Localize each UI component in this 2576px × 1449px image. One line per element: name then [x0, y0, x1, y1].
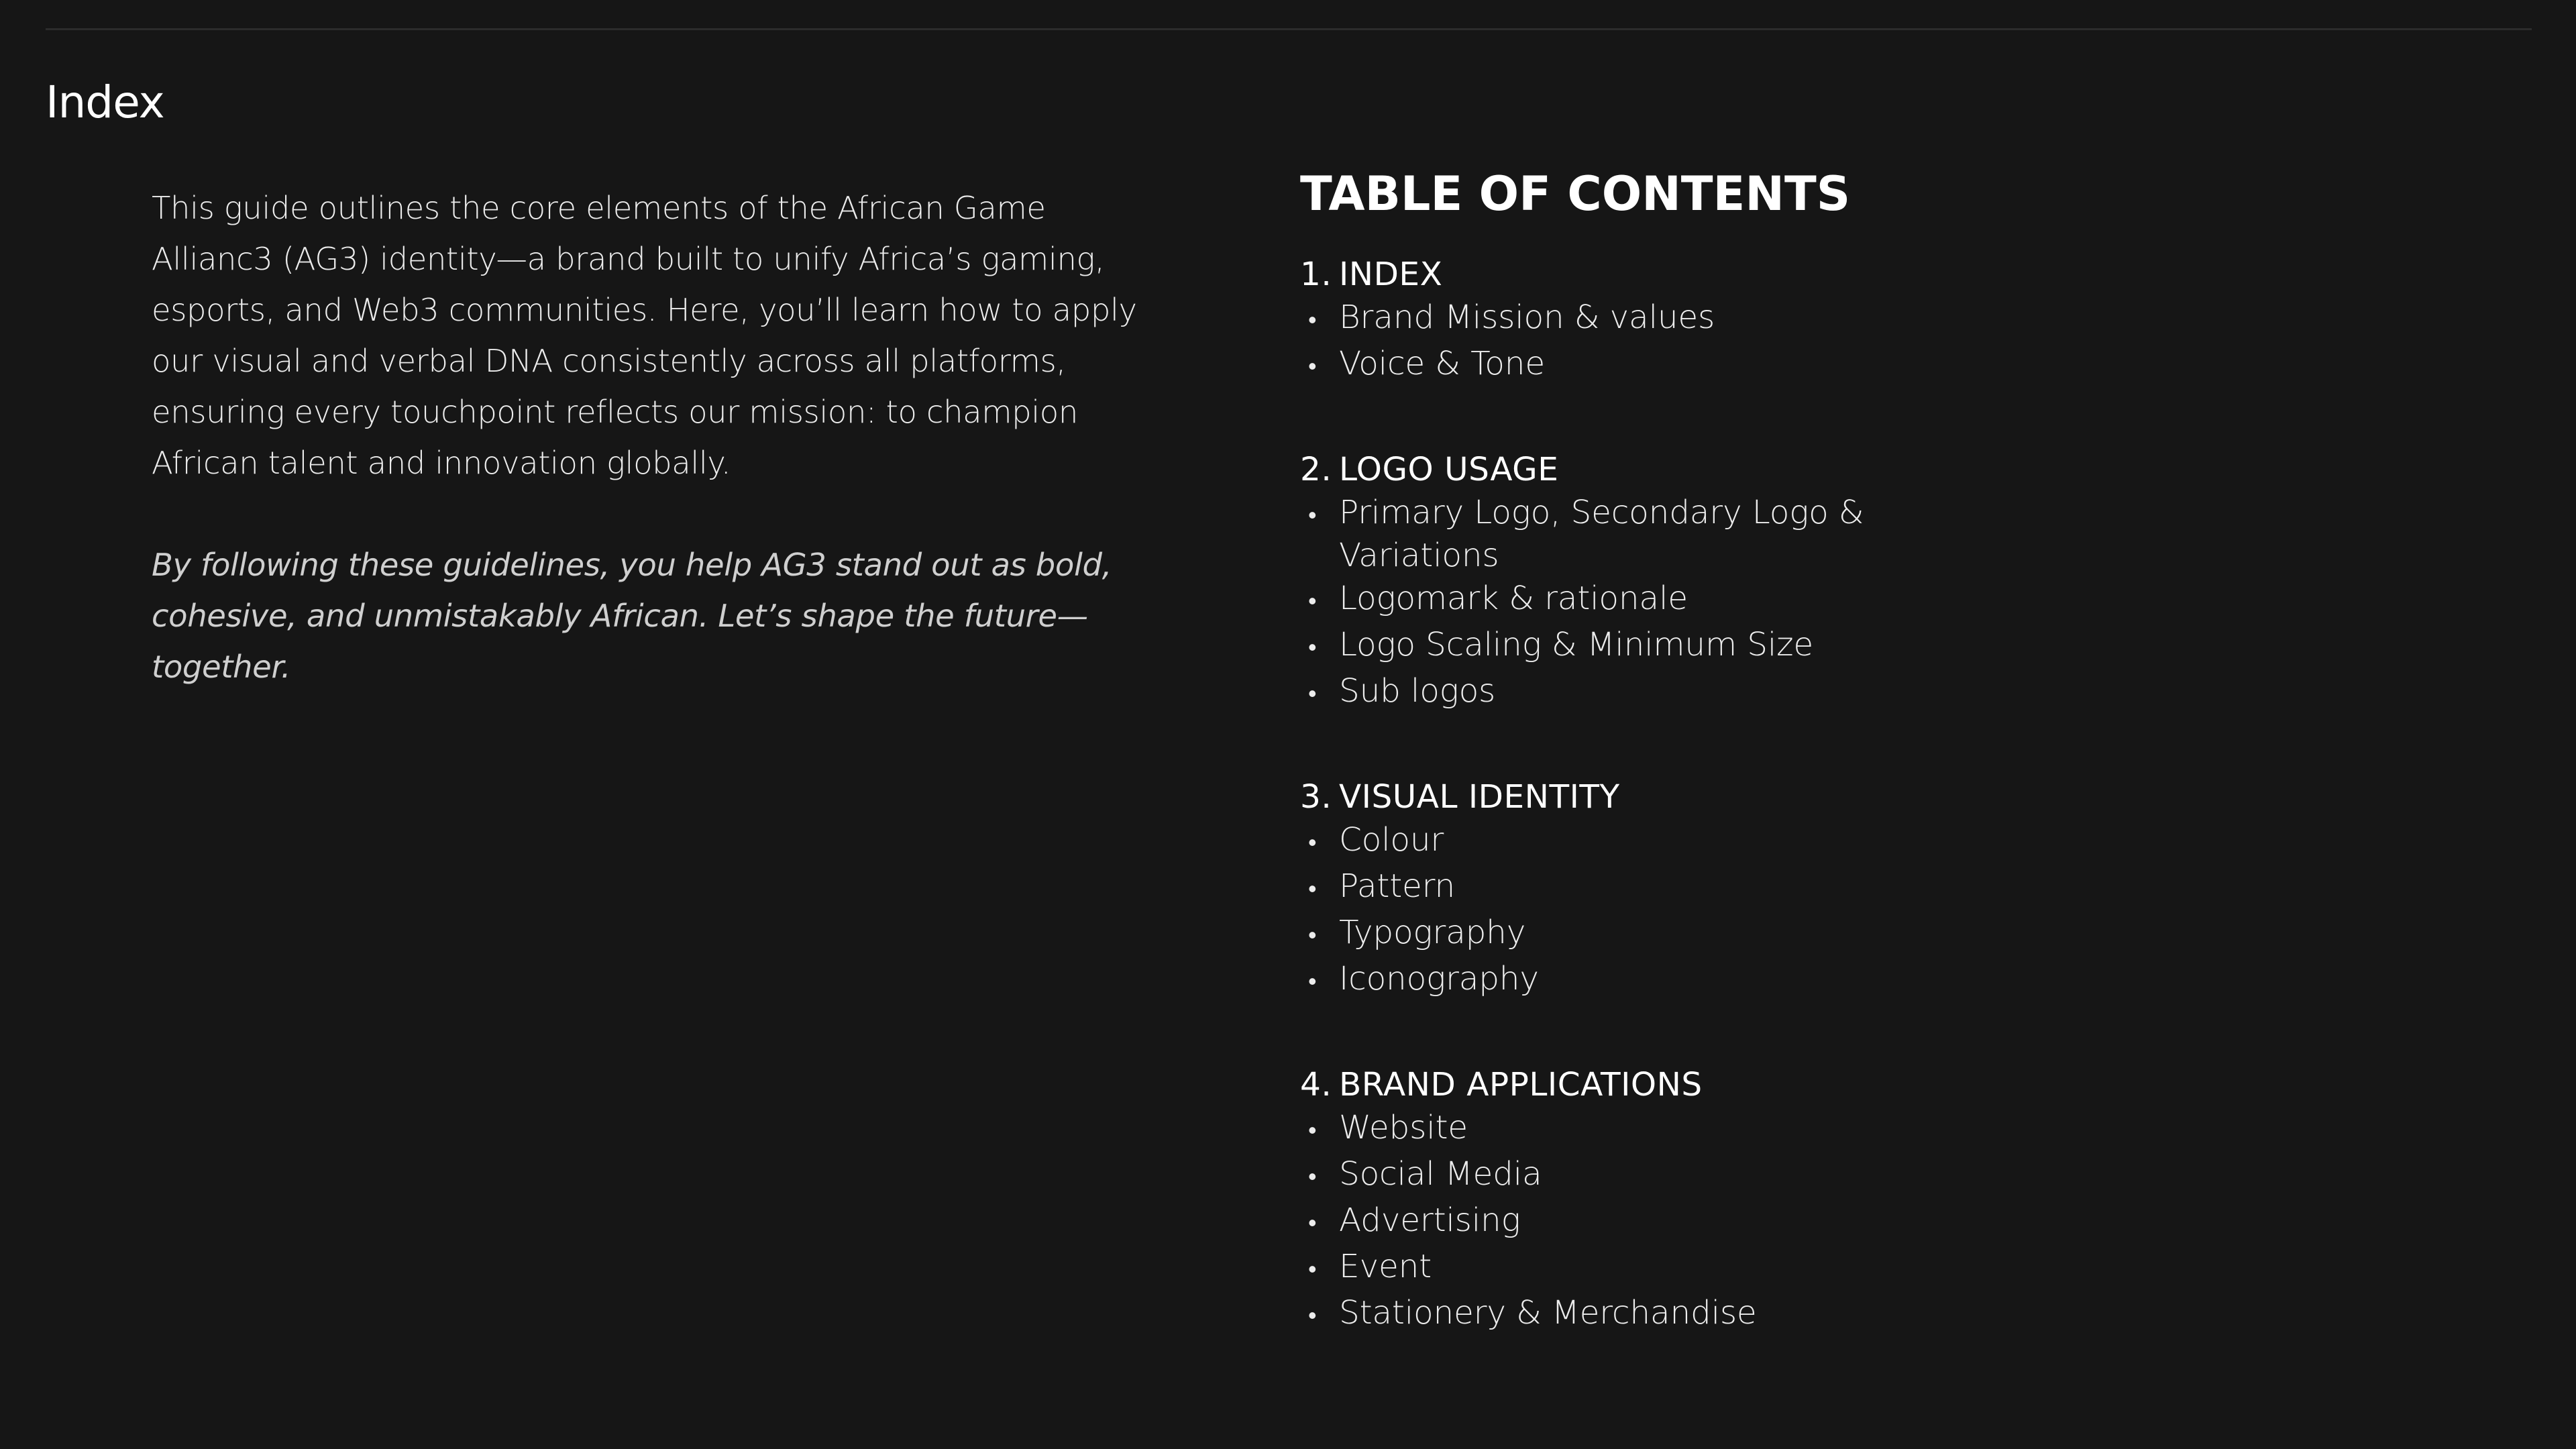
toc-item: [1300, 296, 2105, 342]
table-of-contents: [1300, 163, 2105, 1338]
toc-item: [1300, 577, 2105, 623]
toc-item: [1300, 1199, 2105, 1245]
toc-section-title: [1300, 1064, 2105, 1106]
toc-item-label: Social Media: [1339, 1155, 1542, 1193]
top-divider: [46, 28, 2532, 30]
toc-section-number: 3.: [1300, 778, 1332, 816]
toc-item-label: Sub logos: [1339, 672, 1496, 710]
toc-item-label: Pattern: [1339, 867, 1456, 905]
toc-section-number: 2.: [1300, 451, 1332, 488]
toc-item: [1300, 342, 2105, 388]
page-title: Index: [46, 76, 164, 128]
intro-text: [152, 182, 1138, 692]
toc-section-index: [1300, 254, 2105, 388]
bullet-icon: •: [1308, 588, 1317, 615]
toc-item-label: Iconography: [1339, 960, 1539, 998]
toc-item-label: Primary Logo, Secondary Logo & Variations: [1339, 494, 1864, 574]
bullet-icon: •: [1308, 922, 1317, 949]
toc-item-label: Colour: [1339, 821, 1444, 859]
toc-item-label: Logomark & rationale: [1339, 580, 1688, 617]
toc-section-label: INDEX: [1339, 256, 1443, 293]
toc-section-logo-usage: [1300, 449, 2105, 716]
toc-item-label: Voice & Tone: [1339, 345, 1545, 382]
toc-item-label: Logo Scaling & Minimum Size: [1339, 626, 1813, 663]
bullet-icon: •: [1308, 1163, 1317, 1191]
toc-section-title: [1300, 254, 2105, 296]
bullet-icon: •: [1308, 307, 1317, 334]
toc-item: [1300, 865, 2105, 911]
toc-item: [1300, 1106, 2105, 1152]
toc-section-number: 1.: [1300, 256, 1332, 293]
bullet-icon: •: [1308, 1117, 1317, 1144]
toc-section-title: [1300, 776, 2105, 818]
intro-lead-paragraph: This guide outlines the core elements of the African Game Allianc3 (AG3) identity—a brand built to unify Africa’s gaming, esports, and Web3 communities. Here, you’ll learn how to apply our visual and verbal DNA consistently across all platforms, ensuring every touchpoint reflects our mission: to champion African talent and innovation globally.: [152, 190, 1137, 481]
toc-item-label: Advertising: [1339, 1201, 1521, 1239]
toc-item-label: Brand Mission & values: [1339, 299, 1715, 336]
toc-item: [1300, 669, 2105, 716]
toc-item-list: [1300, 296, 2105, 388]
toc-item-list: [1300, 491, 2105, 716]
bullet-icon: •: [1308, 1302, 1317, 1330]
bullet-icon: •: [1308, 353, 1317, 380]
toc-item-list: [1300, 818, 2105, 1004]
toc-item-label: Typography: [1339, 914, 1526, 951]
toc-item: [1300, 957, 2105, 1004]
toc-heading: TABLE OF CONTENTS: [1300, 166, 1851, 221]
toc-item: [1300, 1245, 2105, 1291]
toc-section-brand-applications: [1300, 1064, 2105, 1338]
toc-item: [1300, 491, 2105, 577]
bullet-icon: •: [1308, 634, 1317, 661]
bullet-icon: •: [1308, 875, 1317, 903]
toc-item-label: Website: [1339, 1109, 1468, 1146]
toc-item-label: Stationery & Merchandise: [1339, 1294, 1757, 1332]
bullet-icon: •: [1308, 968, 1317, 996]
toc-section-visual-identity: [1300, 776, 2105, 1004]
toc-section-title: [1300, 449, 2105, 491]
bullet-icon: •: [1308, 680, 1317, 708]
toc-section-label: LOGO USAGE: [1339, 451, 1559, 488]
toc-section-number: 4.: [1300, 1066, 1332, 1104]
bullet-icon: •: [1308, 502, 1317, 529]
bullet-icon: •: [1308, 829, 1317, 857]
toc-item: [1300, 911, 2105, 957]
toc-section-label: VISUAL IDENTITY: [1339, 778, 1620, 816]
toc-item-label: Event: [1339, 1248, 1432, 1285]
toc-item: [1300, 818, 2105, 865]
toc-section-label: BRAND APPLICATIONS: [1339, 1066, 1703, 1104]
bullet-icon: •: [1308, 1210, 1317, 1237]
toc-item: [1300, 1152, 2105, 1199]
bullet-icon: •: [1308, 1256, 1317, 1283]
toc-item: [1300, 1291, 2105, 1338]
toc-item: [1300, 623, 2105, 669]
intro-closing-paragraph: By following these guidelines, you help AG3 stand out as bold, cohesive, and unmistakably African. Let’s shape the future—together.: [152, 547, 1112, 685]
toc-item-list: [1300, 1106, 2105, 1338]
